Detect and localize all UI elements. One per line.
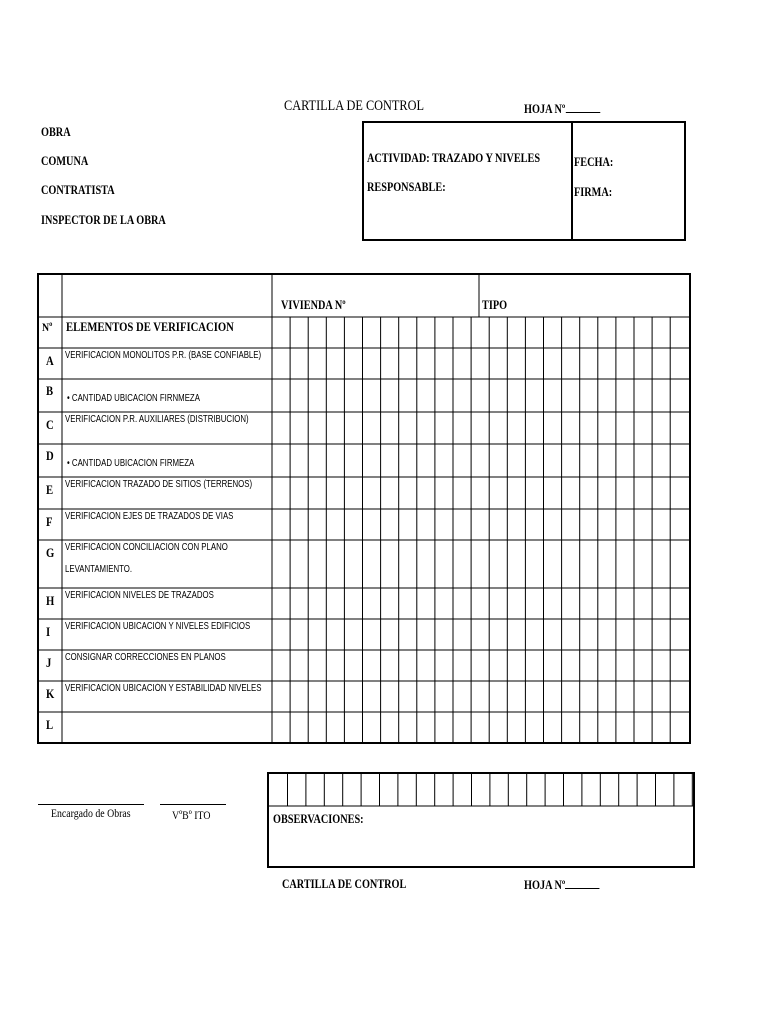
activity-box-divider: [571, 123, 573, 239]
row-description: VERIFICACION UBICACIÓN Y ESTABILIDAD NIVELES: [65, 683, 262, 694]
firma-label: FIRMA:: [574, 185, 613, 199]
row-description: VERIFICACION TRAZADO DE SITIOS (TERRENOS): [65, 479, 253, 490]
vobo-label: VºBº ITO: [172, 808, 211, 822]
row-letter: A: [46, 353, 54, 368]
field-inspector: INSPECTOR DE LA OBRA: [41, 213, 166, 227]
encargado-signature-line: [38, 804, 144, 805]
actividad-label: ACTIVIDAD: TRAZADO Y NIVELES: [367, 151, 541, 165]
row-letter: I: [46, 624, 51, 639]
row-description: VERIFICACION UBICACIÓN Y NIVELES EDIFICIOS: [65, 621, 251, 632]
row-letter: G: [46, 545, 55, 560]
fecha-label: FECHA:: [574, 155, 614, 169]
sheet-number-blank: [566, 101, 600, 113]
sheet-number: HOJA Nº: [524, 101, 617, 117]
encargado-label: Encargado de Obras: [51, 806, 131, 820]
row-letter: E: [46, 482, 54, 497]
row-description: VERIFICACION NIVELES DE TRAZADOS: [65, 590, 214, 601]
column-header-elements: ELEMENTOS DE VERIFICACION: [66, 319, 234, 334]
row-letter: K: [46, 686, 55, 701]
tipo-label: TIPO: [482, 298, 508, 312]
verification-grid-lines: [39, 275, 689, 742]
row-letter: C: [46, 417, 54, 432]
row-description: • CANTIDAD UBICACIÓN FIRNMEZA: [67, 393, 200, 404]
row-description: CONSIGNAR CORRECCIONES EN PLANOS: [65, 652, 226, 663]
footer-sheet-number: HOJA Nº: [524, 877, 616, 893]
observaciones-label: OBSERVACIONES:: [273, 812, 364, 826]
row-letter: H: [46, 593, 55, 608]
field-comuna: COMUNA: [41, 154, 89, 168]
row-letter: J: [46, 655, 52, 670]
observations-box: [267, 772, 695, 868]
row-description: VERIFICACION EJES DE TRAZADOS DE VIAS: [65, 511, 234, 522]
activity-box: [362, 121, 686, 241]
row-letter: L: [46, 717, 54, 732]
vobo-signature-line: [160, 804, 226, 805]
row-description: LEVANTAMIENTO.: [65, 564, 133, 575]
row-description: VERIFICACION MONOLITOS P.R. (BASE CONFIABLE): [65, 350, 262, 361]
column-header-number: Nº: [42, 320, 53, 334]
responsable-label: RESPONSABLE:: [367, 180, 446, 194]
row-description: VERIFICACION P.R. AUXILIARES (DISTRIBUCION): [65, 414, 249, 425]
row-letter: D: [46, 448, 54, 463]
footer-title: CARTILLA DE CONTROL: [282, 877, 407, 891]
row-letter: B: [46, 383, 54, 398]
page-title: CARTILLA DE CONTROL: [284, 98, 425, 114]
verification-table: [37, 273, 691, 744]
row-description: • CANTIDAD UBICACIÓN FIRMEZA: [67, 458, 195, 469]
field-obra: OBRA: [41, 125, 71, 139]
row-description: VERIFICACION CONCILIACION CON PLANO: [65, 542, 228, 553]
row-letter: F: [46, 514, 53, 529]
vivienda-label: VIVIENDA Nº: [281, 298, 346, 312]
field-contratista: CONTRATISTA: [41, 183, 115, 197]
